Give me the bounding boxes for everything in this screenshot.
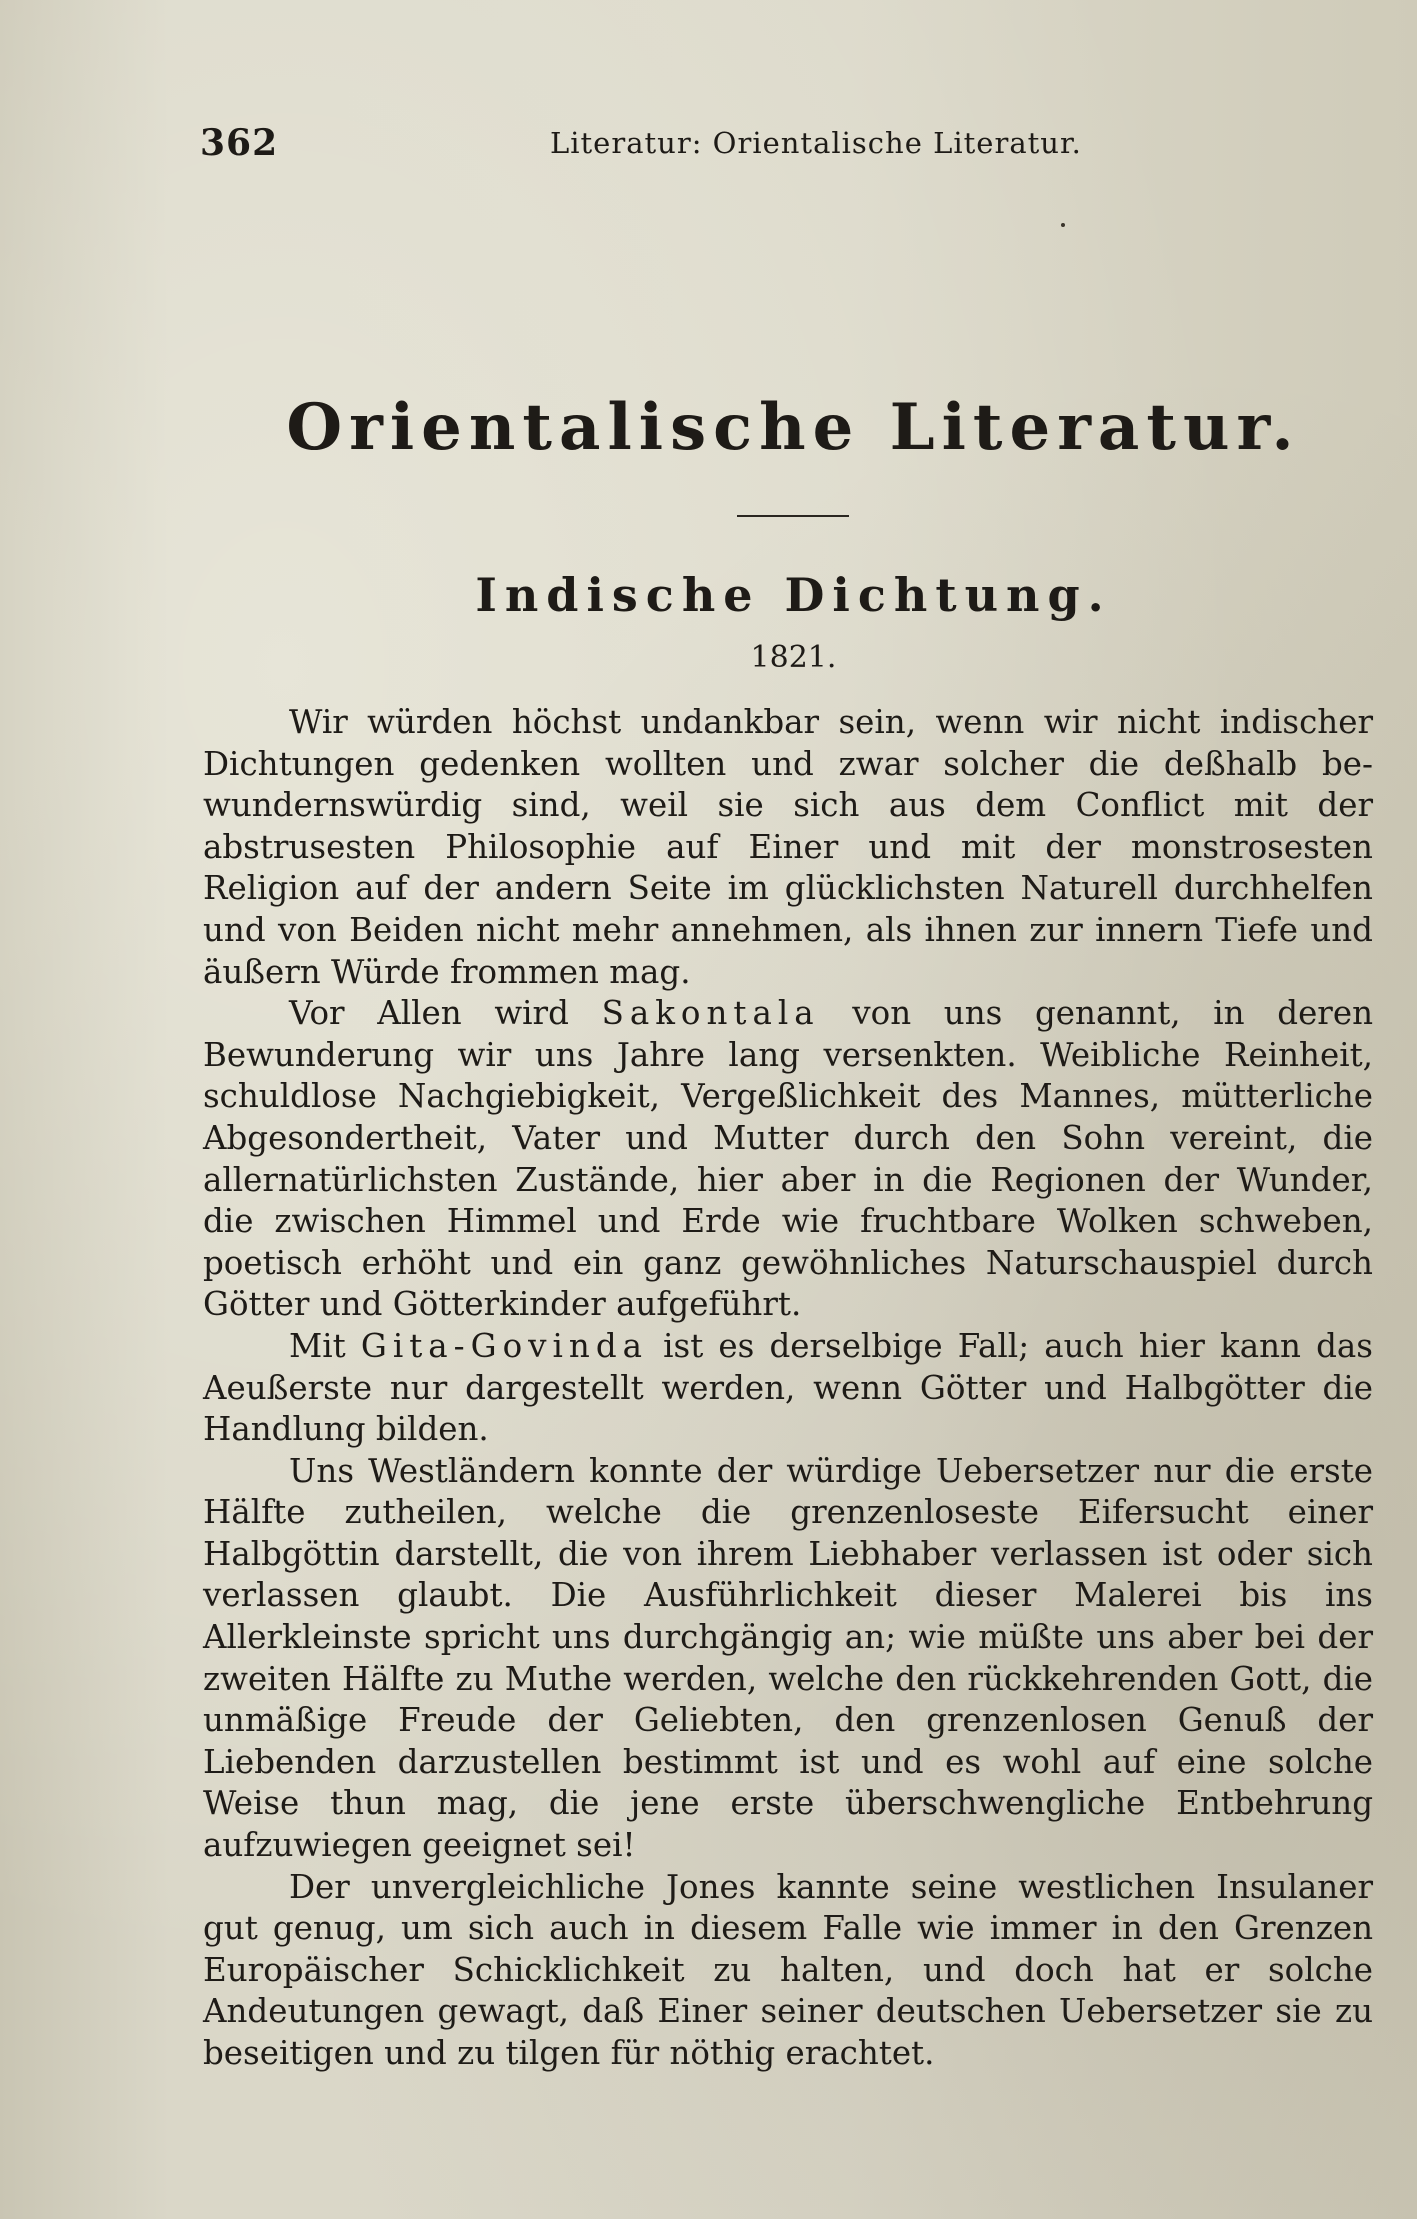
work-title-sakontala: Sakontala bbox=[601, 994, 820, 1033]
paper-speck bbox=[1061, 223, 1065, 227]
body-text bbox=[203, 702, 1373, 2075]
paragraph-3-rest: ist es derselbige Fall; auch hier kann das Aeußerste nur dargestellt werden, wenn Götter und Halbgötter die Handlung bilden. bbox=[203, 1326, 1373, 1449]
page-header bbox=[200, 122, 1220, 172]
paragraph-1: Wir würden höchst undankbar sein, wenn wir nicht indischer Dichtungen gedenken wollten und zwar solcher die deßhalb bewundernswürdig sind, weil sie sich aus dem Conflict mit der abstrusesten Philosophie auf Einer und mit der monstrosesten Religion auf der andern Seite im glücklichsten Naturell durchhelfen und von Beiden nicht mehr annehmen, als ihnen zur innern Tiefe und äußern Würde frommen mag. bbox=[203, 703, 1373, 991]
work-title-gita-govinda: Gita-Govinda bbox=[360, 1326, 649, 1365]
running-head: Literatur: Orientalische Literatur. bbox=[550, 126, 1082, 160]
title-divider bbox=[737, 515, 849, 517]
section-title: Indische Dichtung. bbox=[475, 568, 1112, 622]
paragraph-2 bbox=[203, 993, 1373, 1326]
paragraph-5: Der unvergleichliche Jones kannte seine westlichen Insulaner gut genug, um sich auch in diesem Falle wie immer in den Grenzen Europäischer Schicklichkeit zu halten, und doch hat er solche Andeutungen gewagt, daß Einer seiner deutschen Uebersetzer sie zu beseitigen und zu tilgen für nöthig erachtet. bbox=[203, 1867, 1373, 2072]
section-year: 1821. bbox=[750, 640, 837, 675]
paragraph-3-lead: Mit bbox=[289, 1326, 361, 1365]
chapter-title: Orientalische Literatur. bbox=[286, 390, 1301, 465]
page-number: 362 bbox=[200, 122, 279, 164]
paragraph-4: Uns Westländern konnte der würdige Uebersetzer nur die erste Hälfte zutheilen, welche die grenzenloseste Eifersucht einer Halbgöttin darstellt, die von ihrem Liebhaber verlassen ist oder sich verlassen glaubt. Die Ausführlichkeit dieser Malerei bis ins Allerkleinste spricht uns durchgängig an; wie müßte uns aber bei der zweiten Hälfte zu Muthe werden, welche den rückkehrenden Gott, die unmäßige Freude der Geliebten, den grenzenlosen Genuß der Liebenden darzustellen bestimmt ist und es wohl auf eine solche Weise thun mag, die jene erste überschwengliche Entbehrung aufzuwiegen geeignet sei! bbox=[203, 1451, 1373, 1865]
paragraph-3 bbox=[203, 1326, 1373, 1451]
paragraph-2-rest: von uns genannt, in deren Bewunderung wir uns Jahre lang versenkten. Weibliche Reinheit, schuldlose Nachgiebigkeit, Vergeßlichkeit des Mannes, mütterliche Abgesondertheit, Vater und Mutter durch den Sohn vereint, die allernatürlichsten Zustände, hier aber in die Regionen der Wunder, die zwischen Himmel und Erde wie fruchtbare Wolken schweben, poetisch erhöht und ein ganz gewöhnliches Naturschauspiel durch Götter und Götterkinder aufgeführt. bbox=[203, 994, 1373, 1324]
paragraph-2-lead: Vor Allen wird bbox=[289, 994, 602, 1033]
